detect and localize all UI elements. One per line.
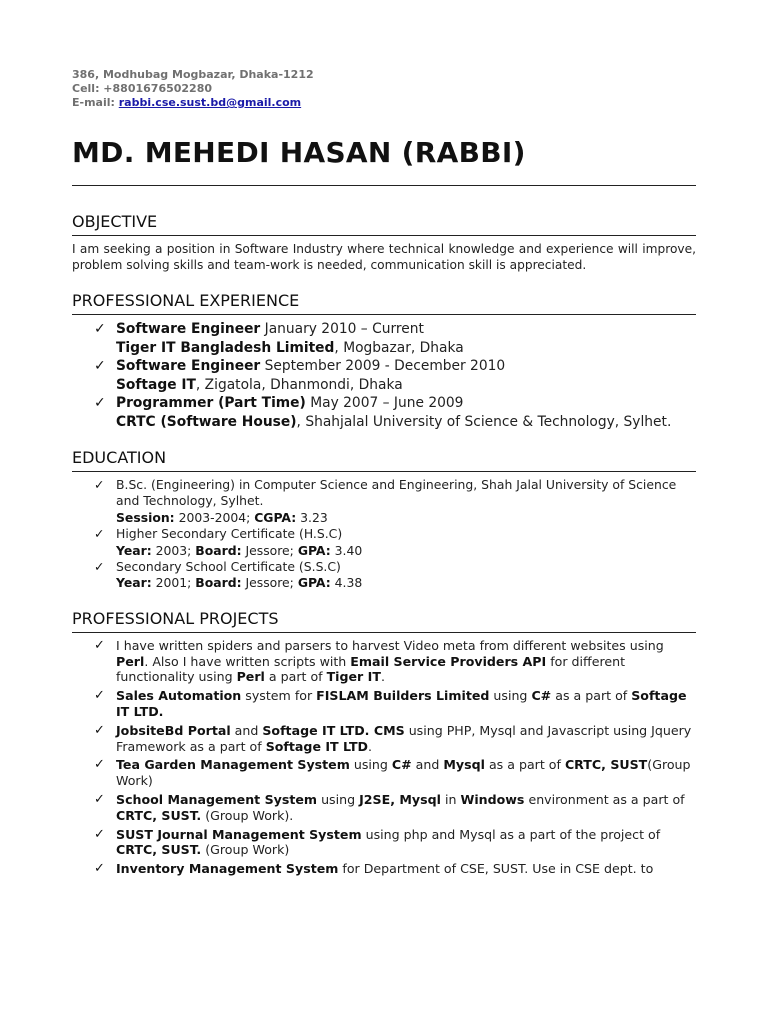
detail-value: 2003-2004; [174,509,255,525]
project-keyword: Tiger IT [326,669,381,685]
detail-value: Jessore; [241,542,298,558]
education-heading: EDUCATION [72,448,696,472]
project-keyword: J2SE, Mysql [359,792,441,808]
project-keyword: Email Service Providers API [350,653,547,669]
project-text: system for [241,688,317,704]
checkmark-icon: ✓ [94,722,105,738]
project-item [72,723,696,755]
objective-heading: OBJECTIVE [72,212,696,236]
checkmark-icon: ✓ [94,792,105,808]
project-text: (Group Work) [116,757,691,789]
detail-label: CGPA: [254,509,297,525]
project-keyword: Mysql [443,757,485,773]
project-text: and [411,757,444,773]
project-text: for different functionality using [116,653,626,685]
email-line [72,96,696,110]
contact-block [72,68,696,110]
degree-name: B.Sc. (Engineering) in Computer Science and Engineering, Shah Jalal University of Science and Technology, Sylhet. [116,477,677,509]
company-name: Tiger IT Bangladesh Limited [116,339,335,356]
project-text: environment as a part of [524,792,685,808]
company-location: , Zigatola, Dhanmondi, Dhaka [195,376,403,393]
detail-value: 2001; [151,575,196,591]
job-period: September 2009 - December 2010 [260,358,506,374]
experience-item [72,394,696,431]
project-text: using [317,792,360,808]
detail-value: 2003; [151,542,196,558]
detail-label: Year: [116,575,152,591]
education-item [72,526,696,559]
project-text: . [380,669,385,685]
detail-value: 3.40 [330,542,363,558]
project-keyword: Perl [116,653,145,669]
detail-label: Board: [195,542,242,558]
project-keyword: Tea Garden Management System [116,757,350,773]
project-text: using php and Mysql as a part of the project of [361,826,661,842]
project-item [72,638,696,685]
projects-heading: PROFESSIONAL PROJECTS [72,609,696,633]
degree-name: Secondary School Certificate (S.S.C) [116,559,341,575]
checkmark-icon: ✓ [94,526,105,542]
project-keyword: C# [531,688,552,704]
project-keyword: Perl [236,669,265,685]
checkmark-icon: ✓ [94,826,105,842]
detail-label: GPA: [297,575,331,591]
checkmark-icon: ✓ [94,395,106,411]
project-keyword: JobsiteBd Portal [116,722,231,738]
project-text: (Group Work) [201,842,290,858]
project-keyword: Sales Automation [116,688,242,704]
checkmark-icon: ✓ [94,757,105,773]
project-text: (Group Work). [201,807,294,823]
checkmark-icon: ✓ [94,321,106,337]
job-period: May 2007 – June 2009 [305,395,464,411]
project-text: . [368,738,373,754]
detail-label: Session: [116,509,175,525]
project-text: as a part of [484,757,565,773]
project-text: using [489,688,532,704]
project-keyword: SUST Journal Management System [116,826,362,842]
experience-item [72,357,696,394]
project-text: as a part of [551,688,632,704]
detail-value: 3.23 [296,509,328,525]
detail-value: Jessore; [241,575,298,591]
company-name: CRTC (Software House) [116,413,297,430]
experience-item [72,320,696,357]
checkmark-icon: ✓ [94,861,105,877]
project-item [72,792,696,824]
project-keyword: School Management System [116,792,318,808]
company-name: Softage IT [116,376,196,393]
project-text: I have written spiders and parsers to harvest Video meta from different websites using [116,637,664,653]
checkmark-icon: ✓ [94,688,105,704]
candidate-name: MD. MEHEDI HASAN (RABBI) [72,136,526,169]
education-list [72,477,696,592]
project-text: in [440,792,461,808]
project-item [72,861,696,877]
project-keyword: Windows [460,792,525,808]
experience-heading: PROFESSIONAL EXPERIENCE [72,291,696,315]
degree-name: Higher Secondary Certificate (H.S.C) [116,526,343,542]
project-text: for Department of CSE, SUST. Use in CSE dept. to [338,861,654,877]
project-keyword: CRTC, SUST [564,757,648,773]
degree-details [116,543,696,559]
cell-number: Cell: +8801676502280 [72,82,213,95]
objective-text: I am seeking a position in Software Industry where technical knowledge and experience will improve, problem solving skills and team-work is needed, communication skill is appreciated. [72,242,696,272]
degree-details [116,510,696,526]
job-title: Software Engineer [116,321,261,337]
project-text: a part of [264,669,327,685]
project-text: using [349,757,392,773]
detail-label: GPA: [297,542,331,558]
education-item [72,477,696,526]
project-text: and [230,722,263,738]
checkmark-icon: ✓ [94,559,105,575]
projects-section [72,609,696,877]
project-item [72,688,696,720]
project-item [72,757,696,789]
education-item [72,559,696,592]
company-location: , Shahjalal University of Science & Technology, Sylhet. [296,413,672,430]
projects-list [72,638,696,877]
checkmark-icon: ✓ [94,358,106,374]
email-link[interactable]: rabbi.cse.sust.bd@gmail.com [118,96,302,109]
degree-details [116,575,696,591]
address: 386, Modhubag Mogbazar, Dhaka-1212 [72,68,314,81]
project-item [72,827,696,859]
project-keyword: Softage IT LTD [265,738,369,754]
project-text: . Also I have written scripts with [144,653,351,669]
project-keyword: CRTC, SUST. [116,842,202,858]
project-keyword: Softage IT LTD. CMS [262,722,405,738]
job-period: January 2010 – Current [260,321,424,337]
project-keyword: C# [391,757,412,773]
checkmark-icon: ✓ [94,637,105,653]
project-keyword: Softage IT LTD. [116,688,687,720]
job-title: Programmer (Part Time) [116,395,306,411]
project-keyword: Inventory Management System [116,861,339,877]
company-location: , Mogbazar, Dhaka [334,339,464,356]
project-text: using PHP, Mysql and Javascript using Jquery Framework as a part of [116,722,692,754]
experience-section [72,291,696,431]
education-section [72,448,696,592]
objective-section [72,212,696,273]
detail-label: Year: [116,542,152,558]
detail-value: 4.38 [330,575,363,591]
job-title: Software Engineer [116,358,261,374]
email-label: E-mail: [72,96,115,109]
project-keyword: FISLAM Builders Limited [316,688,490,704]
experience-list [72,320,696,431]
name-divider [72,185,696,186]
detail-label: Board: [195,575,242,591]
checkmark-icon: ✓ [94,477,105,492]
project-keyword: CRTC, SUST. [116,807,202,823]
resume-page [72,68,696,880]
